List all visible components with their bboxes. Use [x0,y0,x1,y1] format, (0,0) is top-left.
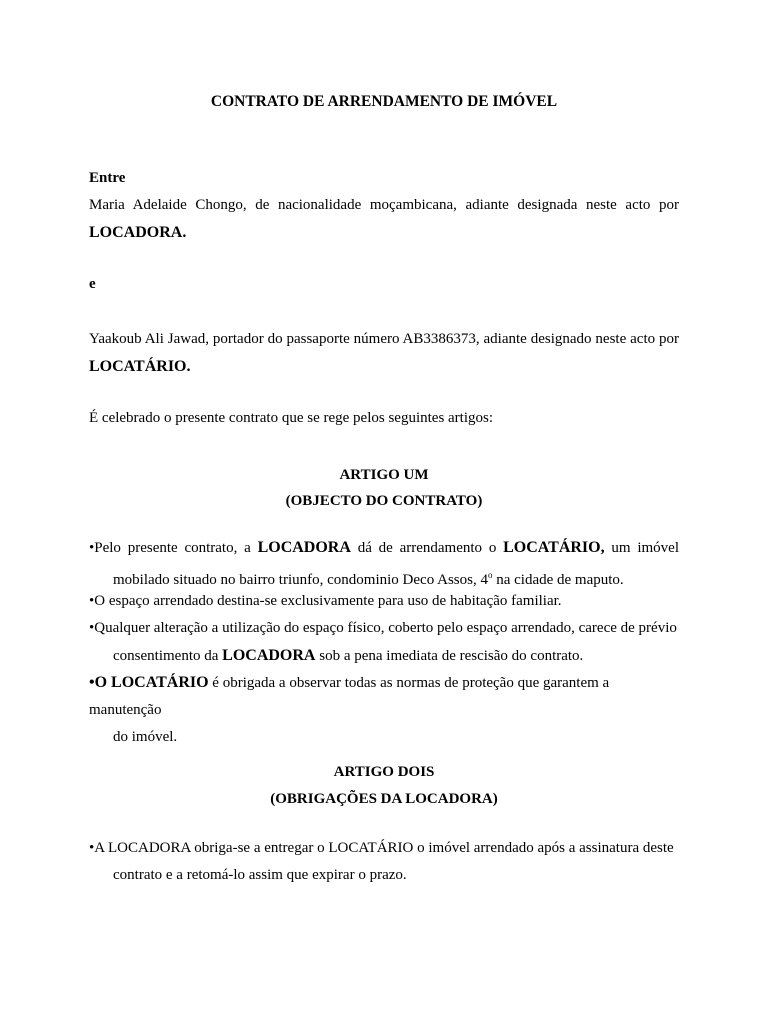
text-span: é obrigada a observar todas as normas de proteção que garantem a manutenção [89,675,610,718]
text-span: sob a pena imediata de rescisão do contrato. [315,648,584,664]
bullet-3-line-1: •Qualquer alteração a utilização do espaço físico, coberto pelo espaço arrendado, carece de prévio [89,620,677,636]
artigo1-bullet-2: •O espaço arrendado destina-se exclusivamente para uso de habitação familiar. [89,593,562,609]
locatario-term: •O LOCATÁRIO [89,674,209,691]
artigo1-bullet-4 [89,669,679,751]
bullet-1-line-1 [89,534,679,562]
text-span: na cidade de maputo. [492,572,624,588]
artigo1-bullet-3 [89,615,679,670]
text-span: um imóvel [604,540,679,556]
e-label: e [89,276,96,292]
artigo1-bullet-1 [89,534,679,594]
party1-role: LOCADORA. [89,224,187,241]
bullet-3-line-2 [89,642,679,670]
document-title: CONTRATO DE ARRENDAMENTO DE IMÓVEL [210,93,558,110]
text-span: •Pelo presente contrato, a [89,540,258,556]
bullet-4-line-1 [89,669,679,724]
party1-text: Maria Adelaide Chongo, de nacionalidade moçambicana, adiante designada neste acto por [89,197,679,213]
locadora-term: LOCADORA [222,647,316,664]
bullet-4-line-2: do imóvel. [113,729,178,745]
artigo2-bullet-1-line-1: •A LOCADORA obriga-se a entregar o LOCATÁRIO o imóvel arrendado após a assinatura deste [89,840,674,856]
artigo2-bullet-1 [89,835,679,889]
locatario-term: LOCATÁRIO, [503,539,605,556]
artigo1-heading: ARTIGO UM [339,467,429,483]
text-span: dá de arrendamento o [350,540,504,556]
text-span: mobilado situado no bairro triunfo, condominio Deco Assos, 4 [113,572,488,588]
ordinal-sup: o [487,570,493,580]
locadora-term: LOCADORA [257,539,351,556]
entre-label: Entre [89,170,126,186]
text-span: consentimento da [113,648,223,664]
intro-text: É celebrado o presente contrato que se rege pelos seguintes artigos: [89,410,494,426]
party2-text: Yaakoub Ali Jawad, portador do passaporte número AB3386373, adiante designado neste acto por [89,331,679,347]
artigo2-heading: ARTIGO DOIS [333,764,435,780]
artigo2-bullet-1-line-2: contrato e a retomá-lo assim que expirar o prazo. [113,867,407,883]
artigo1-subheading: (OBJECTO DO CONTRATO) [285,493,483,509]
party2-role: LOCATÁRIO. [89,358,191,375]
artigo2-subheading: (OBRIGAÇÕES DA LOCADORA) [270,791,498,807]
